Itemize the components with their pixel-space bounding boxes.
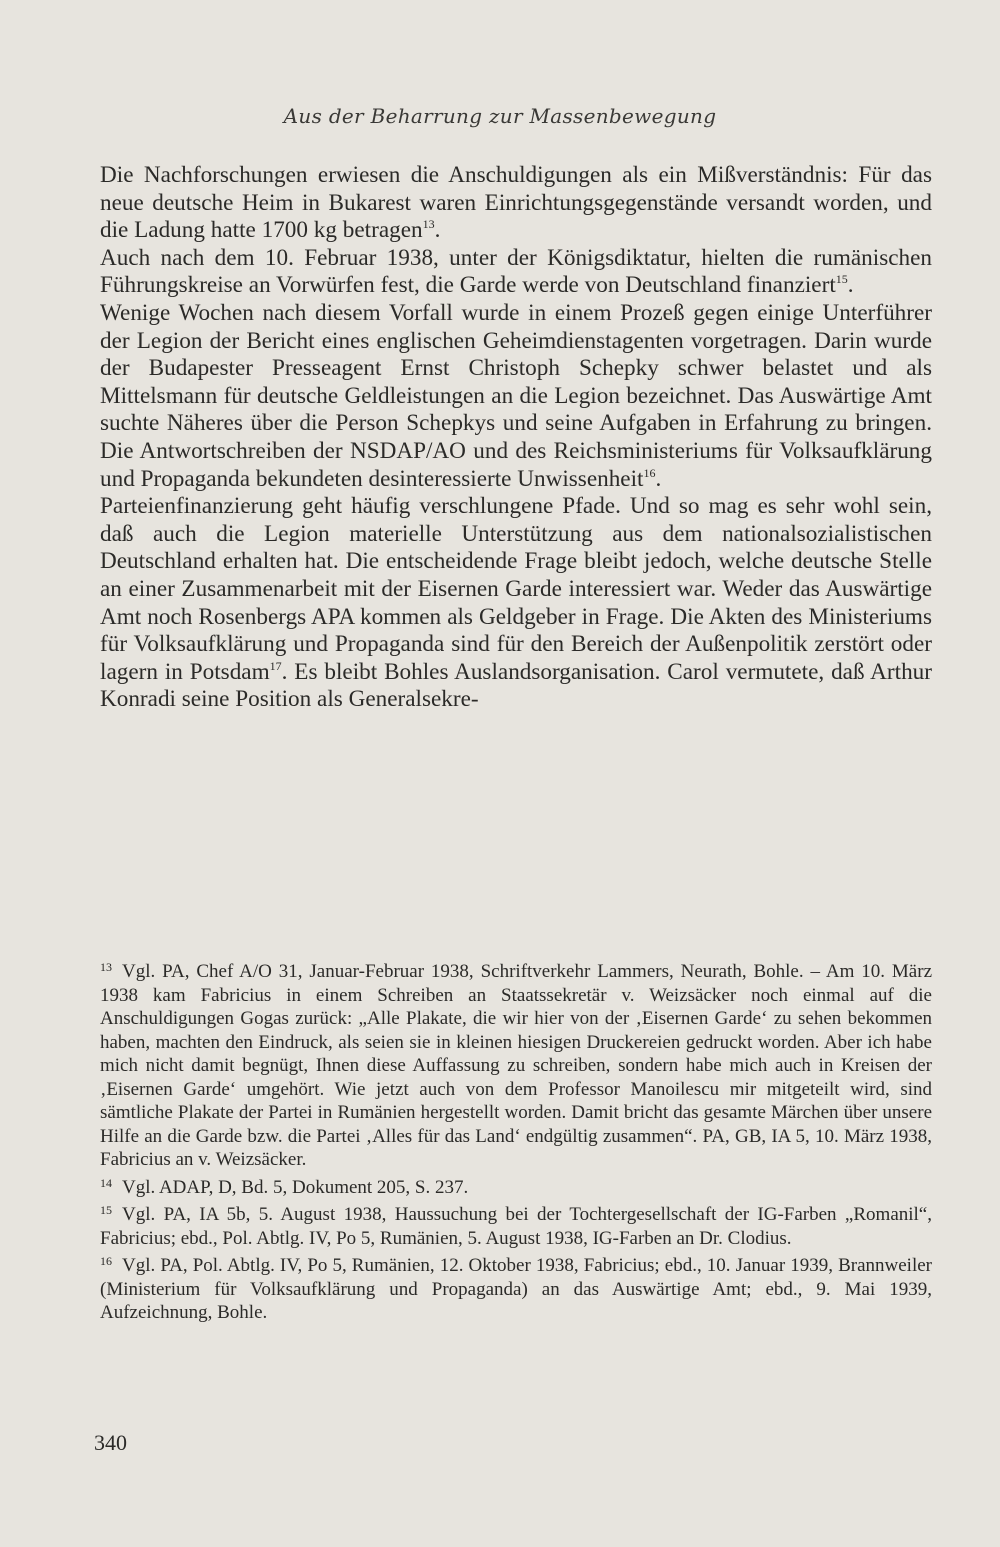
paragraph-text: . [434, 217, 441, 244]
footnote-text: Vgl. ADAP, D, Bd. 5, Dokument 205, S. 237. [122, 1176, 469, 1198]
footnote [100, 1172, 932, 1200]
paragraph-text: . [847, 272, 854, 299]
body-paragraph [100, 300, 932, 493]
footnote [100, 956, 932, 1172]
paragraph-text: . Es bleibt Bohles Auslandsorganisation. Carol vermutete, daß Arthur Konradi seine Position als Generalsekre- [100, 658, 932, 713]
body-paragraph [100, 162, 932, 245]
paragraph-text: Die Nachforschungen erwiesen die Anschuldigungen als ein Mißverständnis: Für das neue deutsche Heim in Bukarest waren Einrichtungsgegenstände versandt worden, und die Ladung hatte 1700 kg betragen [100, 162, 932, 244]
footnote-number: 16 [100, 1254, 112, 1268]
paragraph-text: Auch nach dem 10. Februar 1938, unter der Königsdiktatur, hielten die rumänischen Führungskreise an Vorwürfen fest, die Garde werde von Deutschland finanziert [100, 244, 932, 299]
footnote-number: 14 [100, 1175, 112, 1190]
paragraph-text: Wenige Wochen nach diesem Vorfall wurde in einem Prozeß gegen einige Unterführer der Legion der Bericht eines englischen Geheimdienstagenten vorgetragen. Darin wurde der Budapester Presseagent Ernst Christoph Schepky schwer belastet und als Mittelsmann für deutsche Geldleistungen an die Legion bezeichnet. Das Auswärtige Amt suchte Näheres über die Person Schepkys und seine Aufgaben in Erfahrung zu bringen. Die Antwortschreiben der NSDAP/AO und des Reichsministeriums für Volksaufklärung und Propaganda bekundeten desinteressierte Unwissenheit [100, 299, 932, 492]
footnote-ref: 15 [835, 272, 848, 287]
body-paragraph [100, 245, 932, 300]
footnote-text: Vgl. PA, Chef A/O 31, Januar-Februar 1938, Schriftverkehr Lammers, Neurath, Bohle. – Am 10. März 1938 kam Fabricius in einem Schreiben an Staatssekretär v. Weizsäcker noch einmal auf die Anschuldigungen Gogas zurück: „Alle Plakate, die wir hier von der ‚Eisernen Garde‘ zu sehen bekommen haben, machten den Eindruck, als seien sie in kleinen hiesigen Druckereien gedruckt worden. Aber ich habe mich nicht damit begnügt, Ihnen diese Auffassung zu schreiben, sondern habe mich auch in Kreisen der ‚Eisernen Garde‘ umgehört. Wie jetzt auch von dem Professor Manoilescu mir mitgeteilt wird, sind sämtliche Plakate der Partei in Rumänien hergestellt worden. Damit bricht das gesamte Märchen über unsere Hilfe an die Garde bzw. die Partei ‚Alles für das Land‘ endgültig zusammen“. PA, GB, IA 5, 10. März 1938, Fabricius an v. Weizsäcker. [100, 961, 932, 1170]
footnote-text: Vgl. PA, Pol. Abtlg. IV, Po 5, Rumänien, 12. Oktober 1938, Fabricius; ebd., 10. Januar 1939, Brannweiler (Ministerium für Volksaufklärung und Propaganda) an das Auswärtige Amt; ebd., 9. Mai 1939, Aufzeichnung, Bohle. [100, 1255, 932, 1323]
paragraph-text: . [655, 465, 662, 492]
footnotes [100, 956, 932, 1325]
footnote-number: 15 [100, 1203, 112, 1217]
footnote-number: 13 [100, 960, 112, 974]
running-head: Aus der Beharrung zur Massenbewegung [283, 104, 717, 128]
paragraph-text: Parteienfinanzierung geht häufig verschlungene Pfade. Und so mag es sehr wohl sein, daß auch die Legion materielle Unterstützung aus dem nationalsozialistischen Deutschland erhalten hat. Die entscheidende Frage bleibt jedoch, welche deutsche Stelle an einer Zusammenarbeit mit der Eisernen Garde interessiert war. Weder das Auswärtige Amt noch Rosenbergs APA kommen als Geldgeber in Frage. Die Akten des Ministeriums für Volksaufklärung und Propaganda sind für den Bereich der Außenpolitik zerstört oder lagern in Potsdam [100, 493, 932, 685]
body-text [100, 162, 932, 714]
page-number: 340 [94, 1430, 127, 1455]
footnote-ref: 17 [269, 658, 282, 673]
footnote-ref: 13 [422, 217, 435, 232]
body-paragraph [100, 493, 932, 714]
footnote [100, 1250, 932, 1325]
footnote-ref: 16 [643, 465, 656, 480]
footnote [100, 1199, 932, 1250]
footnote-text: Vgl. PA, IA 5b, 5. August 1938, Haussuchung bei der Tochtergesellschaft der IG-Farben „Romanil“, Fabricius; ebd., Pol. Abtlg. IV, Po 5, Rumänien, 5. August 1938, IG-Farben an Dr. Clodius. [100, 1204, 932, 1249]
